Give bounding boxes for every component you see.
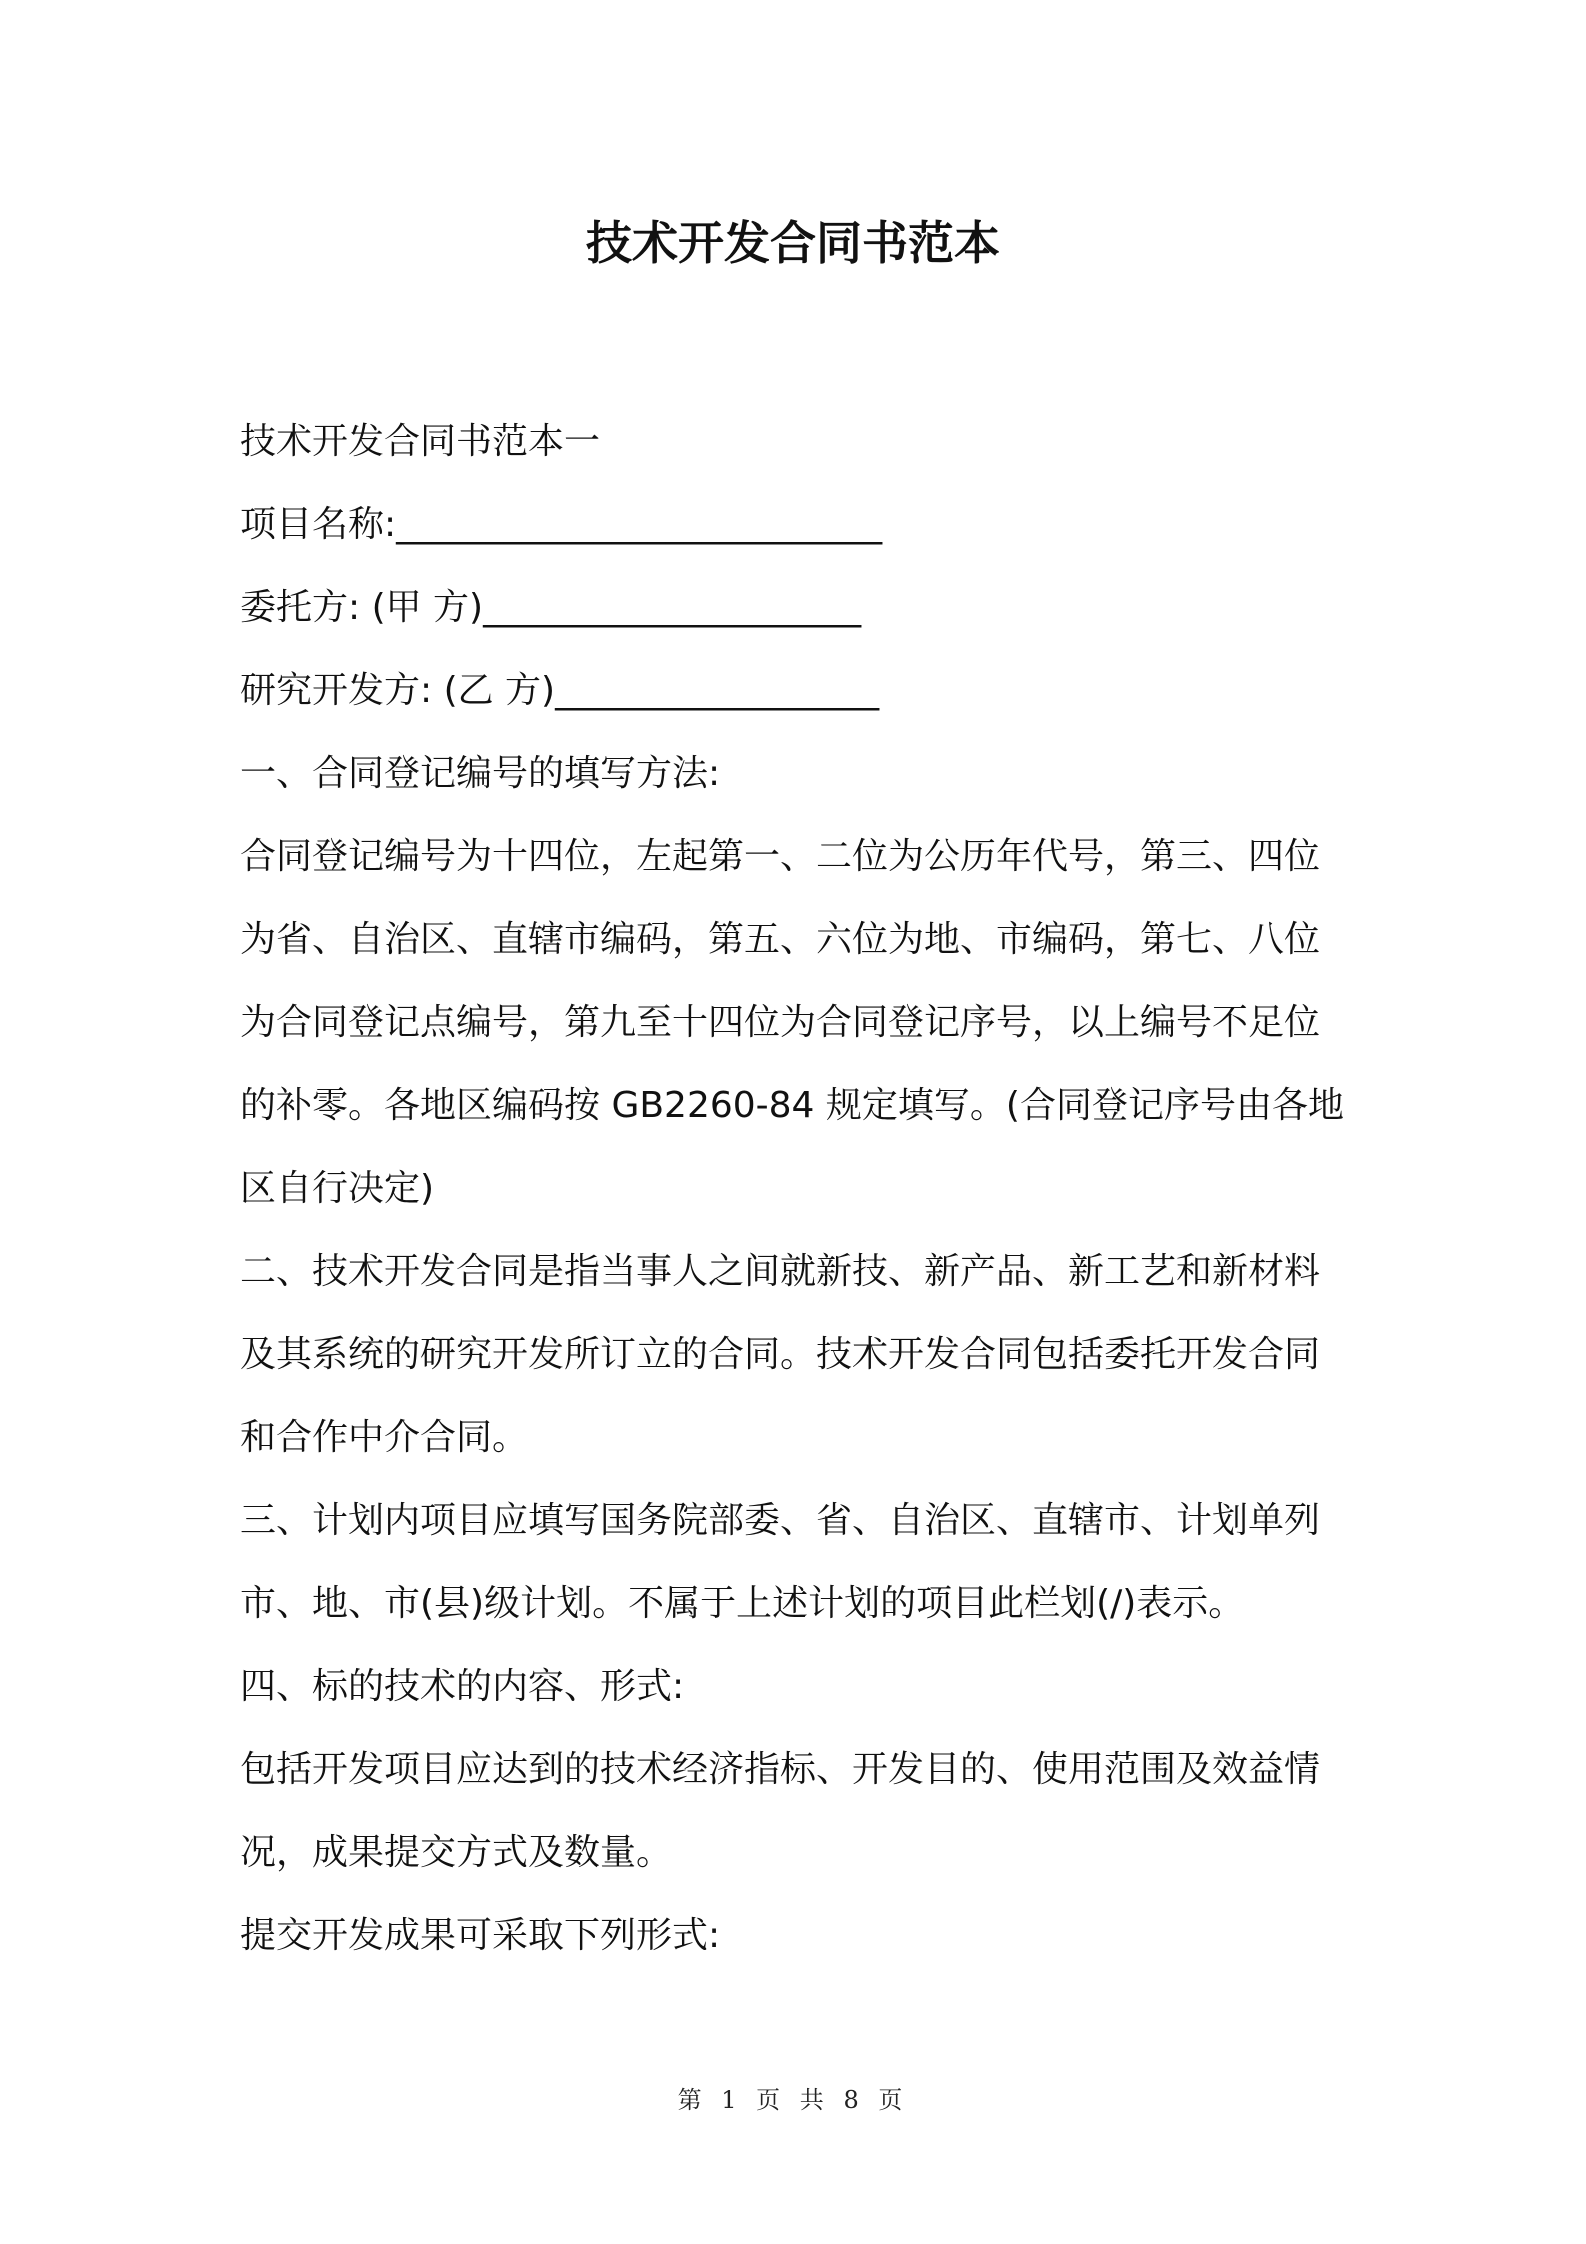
document-body bbox=[240, 400, 1352, 1977]
paragraph-line: 的补零。各地区编码按 GB2260-84 规定填写。(合同登记序号由各地 bbox=[240, 1085, 1344, 1126]
clause-1-heading: 一、合同登记编号的填写方法: bbox=[240, 753, 721, 794]
paragraph-line: 况，成果提交方式及数量。 bbox=[240, 1832, 673, 1873]
developer-party-field: 研究开发方: (乙 方)__________________ bbox=[240, 670, 880, 711]
section-heading: 技术开发合同书范本一 bbox=[240, 421, 601, 462]
paragraph-line: 包括开发项目应达到的技术经济指标、开发目的、使用范围及效益情 bbox=[240, 1749, 1321, 1790]
project-name-field: 项目名称:___________________________ bbox=[240, 504, 883, 545]
page-number: 第 1 页 共 8 页 bbox=[677, 2086, 909, 2114]
clause-2-line: 二、技术开发合同是指当事人之间就新技、新产品、新工艺和新材料 bbox=[240, 1251, 1321, 1292]
paragraph-line: 合同登记编号为十四位，左起第一、二位为公历年代号，第三、四位 bbox=[240, 836, 1321, 877]
paragraph-line: 为省、自治区、直辖市编码，第五、六位为地、市编码，第七、八位 bbox=[240, 919, 1321, 960]
paragraph-line: 和合作中介合同。 bbox=[240, 1417, 529, 1458]
paragraph-line: 及其系统的研究开发所订立的合同。技术开发合同包括委托开发合同 bbox=[240, 1334, 1321, 1375]
clause-3-line: 三、计划内项目应填写国务院部委、省、自治区、直辖市、计划单列 bbox=[240, 1500, 1321, 1541]
paragraph-line: 为合同登记点编号，第九至十四位为合同登记序号，以上编号不足位 bbox=[240, 1002, 1321, 1043]
client-party-field: 委托方: (甲 方)_____________________ bbox=[240, 587, 862, 628]
paragraph-line: 提交开发成果可采取下列形式: bbox=[240, 1915, 721, 1956]
page-title: 技术开发合同书范本 bbox=[586, 216, 1000, 270]
paragraph-line: 区自行决定) bbox=[240, 1168, 435, 1209]
clause-4-heading: 四、标的技术的内容、形式: bbox=[240, 1666, 685, 1707]
paragraph-line: 市、地、市(县)级计划。不属于上述计划的项目此栏划(/)表示。 bbox=[240, 1583, 1245, 1624]
